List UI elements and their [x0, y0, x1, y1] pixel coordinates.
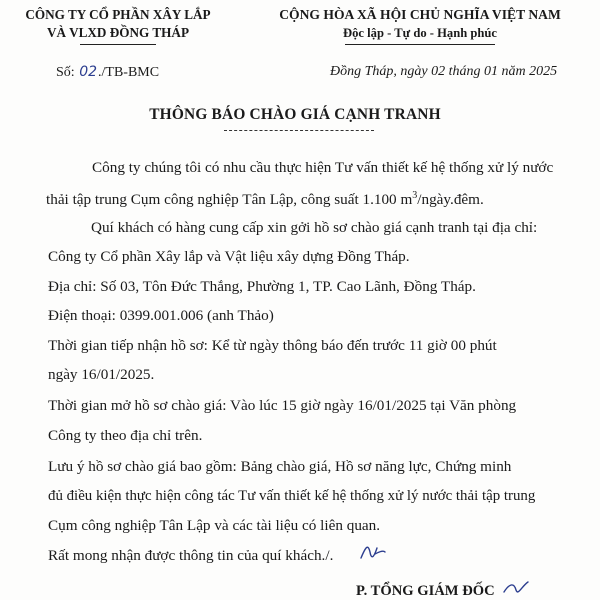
capacity-unit: /ngày.đêm. [417, 191, 484, 209]
company-name-line2: VÀ VLXD ĐỒNG THÁP [46, 25, 190, 40]
signature-title: P. TỔNG GIÁM ĐỐC [356, 583, 495, 599]
closing-text: Rất mong nhận được thông tin của quí khách./. [48, 547, 334, 564]
open-time-line-2: Công ty theo địa chỉ trên. [48, 427, 203, 444]
nation-header: CỘNG HÒA XÃ HỘI CHỦ NGHĨA VIỆT NAM [279, 7, 561, 22]
receive-time-line-2: ngày 16/01/2025. [48, 366, 155, 383]
date-line: Đồng Tháp, ngày 02 tháng 01 năm 2025 [330, 64, 558, 79]
paragraph-1-line-1: Công ty chúng tôi có nhu cầu thực hiện Tư vấn thiết kế hệ thống xử lý nước [92, 159, 554, 176]
notice-title: THÔNG BÁO CHÀO GIÁ CẠNH TRANH [149, 106, 441, 123]
closing-line [48, 545, 333, 567]
document-number-prefix: Số: [56, 65, 75, 80]
company-name [8, 6, 228, 42]
document-number-handwritten: 02 [79, 64, 98, 80]
capacity-text: thải tập trung Cụm công nghiệp Tân Lập, công suất 1.100 m [46, 191, 413, 209]
company-underline [80, 44, 156, 45]
cubic-superscript: 3 [412, 190, 418, 201]
document-number [56, 64, 159, 81]
phone-line: Điện thoại: 0399.001.006 (anh Thảo) [48, 307, 274, 324]
paragraph-2-line-1: Quí khách có hàng cung cấp xin gởi hồ sơ chào giá cạnh tranh tại địa chỉ: [91, 219, 538, 236]
note-line-1: Lưu ý hồ sơ chào giá bao gồm: Bảng chào giá, Hồ sơ năng lực, Chứng minh [48, 458, 512, 475]
note-line-2: đủ điều kiện thực hiện công tác Tư vấn thiết kế hệ thống xử lý nước thải tập trung [48, 488, 536, 504]
initial-mark-icon [358, 540, 388, 566]
company-name-line1: CÔNG TY CỔ PHẦN XÂY LẮP [25, 7, 211, 22]
note-line-3: Cụm công nghiệp Tân Lập và các tài liệu có liên quan. [48, 517, 381, 534]
signature-flourish-icon [502, 576, 532, 600]
document-number-suffix: ./TB-BMC [98, 65, 160, 80]
company-full-name: Công ty Cổ phần Xây lắp và Vật liệu xây dựng Đồng Tháp. [48, 248, 410, 265]
address-line: Địa chỉ: Số 03, Tôn Đức Thắng, Phường 1, TP. Cao Lãnh, Đồng Tháp. [48, 278, 476, 295]
title-dashed-rule [224, 130, 374, 131]
receive-time-line-1: Thời gian tiếp nhận hồ sơ: Kể từ ngày thông báo đến trước 11 giờ 00 phút [48, 337, 497, 354]
nation-motto: Độc lập - Tự do - Hạnh phúc [343, 26, 497, 40]
open-time-line-1: Thời gian mở hồ sơ chào giá: Vào lúc 15 giờ ngày 16/01/2025 tại Văn phòng [48, 397, 517, 414]
paragraph-1-line-2 [46, 185, 484, 211]
motto-underline [345, 44, 495, 45]
